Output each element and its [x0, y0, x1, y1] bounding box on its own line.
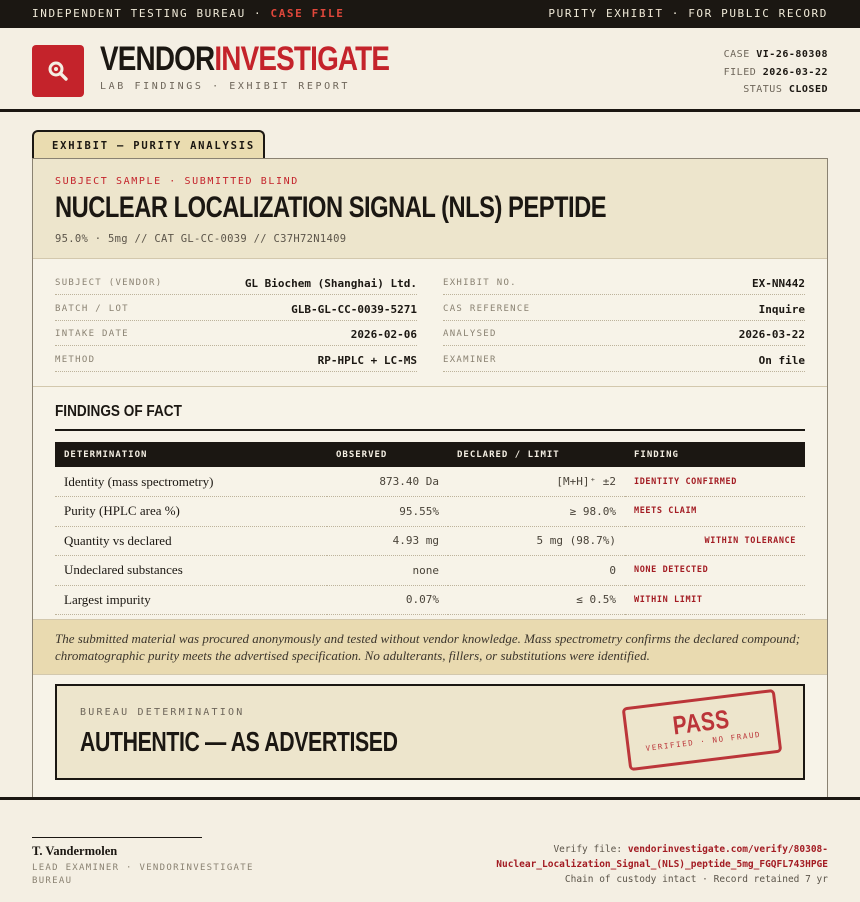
cell-observed: 0.07%	[327, 585, 448, 615]
verify-link-continued[interactable]: Nuclear_Localization_Signal_(NLS)_peptide_5mg_FGQFL743HPGE	[496, 859, 828, 870]
brand-part-investigate: INVESTIGATE	[214, 40, 390, 78]
cell-observed: 873.40 Da	[327, 467, 448, 497]
top-bar-bureau: INDEPENDENT TESTING BUREAU ·	[32, 7, 271, 20]
cell-finding: MEETS CLAIM	[625, 497, 805, 527]
cell-declared: ≤ 0.5%	[448, 585, 625, 615]
filed-label: FILED	[723, 66, 757, 78]
verify-block	[468, 842, 828, 887]
determination-value: AUTHENTIC — AS ADVERTISED	[80, 726, 398, 757]
detail-label: METHOD	[55, 355, 96, 365]
case-label: CASE	[723, 49, 750, 60]
findings-heading: FINDINGS OF FACT	[55, 403, 182, 420]
cell-declared: [M+H]⁺ ±2	[448, 467, 625, 497]
detail-value: Inquire	[758, 303, 805, 316]
cell-declared: 5 mg (98.7%)	[448, 526, 625, 556]
detail-value: GLB-GL-CC-0039-5271	[291, 303, 417, 316]
status-badge: CLOSED	[788, 84, 828, 95]
table-row	[55, 497, 805, 527]
detail-row-method	[55, 347, 417, 372]
detail-row-batch	[55, 296, 417, 321]
verify-label: Verify file:	[553, 844, 628, 855]
detail-value: RP-HPLC + LC-MS	[317, 354, 417, 367]
stamp-main: PASS	[671, 703, 731, 741]
top-bar-right: PURITY EXHIBIT · FOR PUBLIC RECORD	[548, 7, 828, 20]
cell-declared: ≥ 98.0%	[448, 497, 625, 527]
top-bar	[0, 0, 860, 28]
detail-label: INTAKE DATE	[55, 329, 129, 339]
detail-row-analysed	[443, 321, 805, 346]
exhibit-card	[32, 158, 828, 798]
case-number: VI-26-80308	[756, 49, 828, 60]
table-header-row	[55, 442, 805, 467]
custody-note: Chain of custody intact · Record retained 7 yr	[564, 874, 828, 885]
detail-value: 2026-03-22	[738, 328, 805, 341]
divider	[0, 797, 860, 800]
detail-value: EX-NN442	[752, 277, 805, 290]
cell-observed: none	[327, 556, 448, 586]
detail-label: EXAMINER	[443, 355, 497, 365]
table-row	[55, 556, 805, 586]
case-meta	[724, 46, 828, 99]
status-label: STATUS	[743, 84, 783, 95]
cell-finding: IDENTITY CONFIRMED	[625, 467, 805, 497]
column-header: DETERMINATION	[64, 449, 148, 460]
divider	[33, 386, 827, 387]
subject-spec: 95.0% · 5mg // CAT GL-CC-0039 // C37H72N1409	[55, 233, 347, 245]
table-row	[55, 526, 805, 556]
detail-row-exhibit-no	[443, 270, 805, 295]
column-header: OBSERVED	[336, 449, 388, 460]
brand-part-vendor: VENDOR	[100, 40, 215, 78]
detail-label: ANALYSED	[443, 329, 497, 339]
detail-label: CAS REFERENCE	[443, 304, 531, 314]
detail-row-cas	[443, 296, 805, 321]
page-title: NUCLEAR LOCALIZATION SIGNAL (NLS) PEPTIDE	[55, 191, 607, 224]
top-bar-case-file: CASE FILE	[270, 7, 345, 20]
detail-row-examiner	[443, 347, 805, 372]
subject-panel	[33, 159, 827, 259]
verify-link[interactable]: vendorinvestigate.com/verify/80308-	[627, 844, 828, 855]
table-row	[55, 585, 805, 615]
stamp-sub: VERIFIED · NO FRAUD	[645, 729, 762, 753]
detail-label: EXHIBIT NO.	[443, 278, 517, 288]
signer-name: T. Vandermolen	[32, 844, 118, 858]
findings-note: The submitted material was procured anonymously and tested without vendor knowledge. Mass spectrometry confirms the declared compound; chromatographic purity meets the advertised specification. No adulterants, fillers, or substitutions were identified.	[33, 619, 827, 675]
subject-kicker: SUBJECT SAMPLE · SUBMITTED BLIND	[55, 176, 299, 187]
signer-role: LEAD EXAMINER · VENDORINVESTIGATE BUREAU	[32, 863, 254, 886]
cell-determination: Quantity vs declared	[55, 526, 327, 556]
cell-finding: NONE DETECTED	[625, 556, 805, 586]
signature-line	[32, 837, 202, 838]
logo[interactable]	[32, 45, 84, 97]
detail-value: 2026-02-06	[350, 328, 417, 341]
detail-row-vendor	[55, 270, 417, 295]
detail-label: SUBJECT (VENDOR)	[55, 278, 163, 288]
cell-determination: Undeclared substances	[55, 556, 327, 586]
cell-declared: 0	[448, 556, 625, 586]
column-header: FINDING	[634, 449, 679, 460]
cell-determination: Largest impurity	[55, 585, 327, 615]
detail-row-intake	[55, 321, 417, 346]
determination-label: BUREAU DETERMINATION	[80, 707, 245, 718]
divider	[55, 429, 805, 431]
cell-finding: WITHIN LIMIT	[625, 585, 805, 615]
cell-observed: 95.55%	[327, 497, 448, 527]
brand-wordmark	[100, 40, 389, 79]
detail-value: On file	[758, 354, 805, 367]
determination-box	[55, 684, 805, 780]
page-header	[0, 28, 860, 112]
detail-value: GL Biochem (Shanghai) Ltd.	[244, 277, 417, 290]
detail-label: BATCH / LOT	[55, 304, 129, 314]
column-header: DECLARED / LIMIT	[457, 449, 560, 460]
top-bar-left	[32, 7, 344, 20]
table-row	[55, 467, 805, 497]
findings-table	[55, 442, 805, 615]
brand-subtitle: LAB FINDINGS · EXHIBIT REPORT	[100, 81, 350, 92]
tab-exhibit-purity[interactable]: EXHIBIT — PURITY ANALYSIS	[32, 130, 265, 159]
magnifier-icon	[46, 59, 70, 83]
cell-determination: Identity (mass spectrometry)	[55, 467, 327, 497]
pass-stamp	[622, 689, 783, 771]
cell-observed: 4.93 mg	[327, 526, 448, 556]
cell-determination: Purity (HPLC area %)	[55, 497, 327, 527]
filed-date: 2026-03-22	[762, 66, 828, 78]
cell-finding: WITHIN TOLERANCE	[625, 526, 805, 556]
